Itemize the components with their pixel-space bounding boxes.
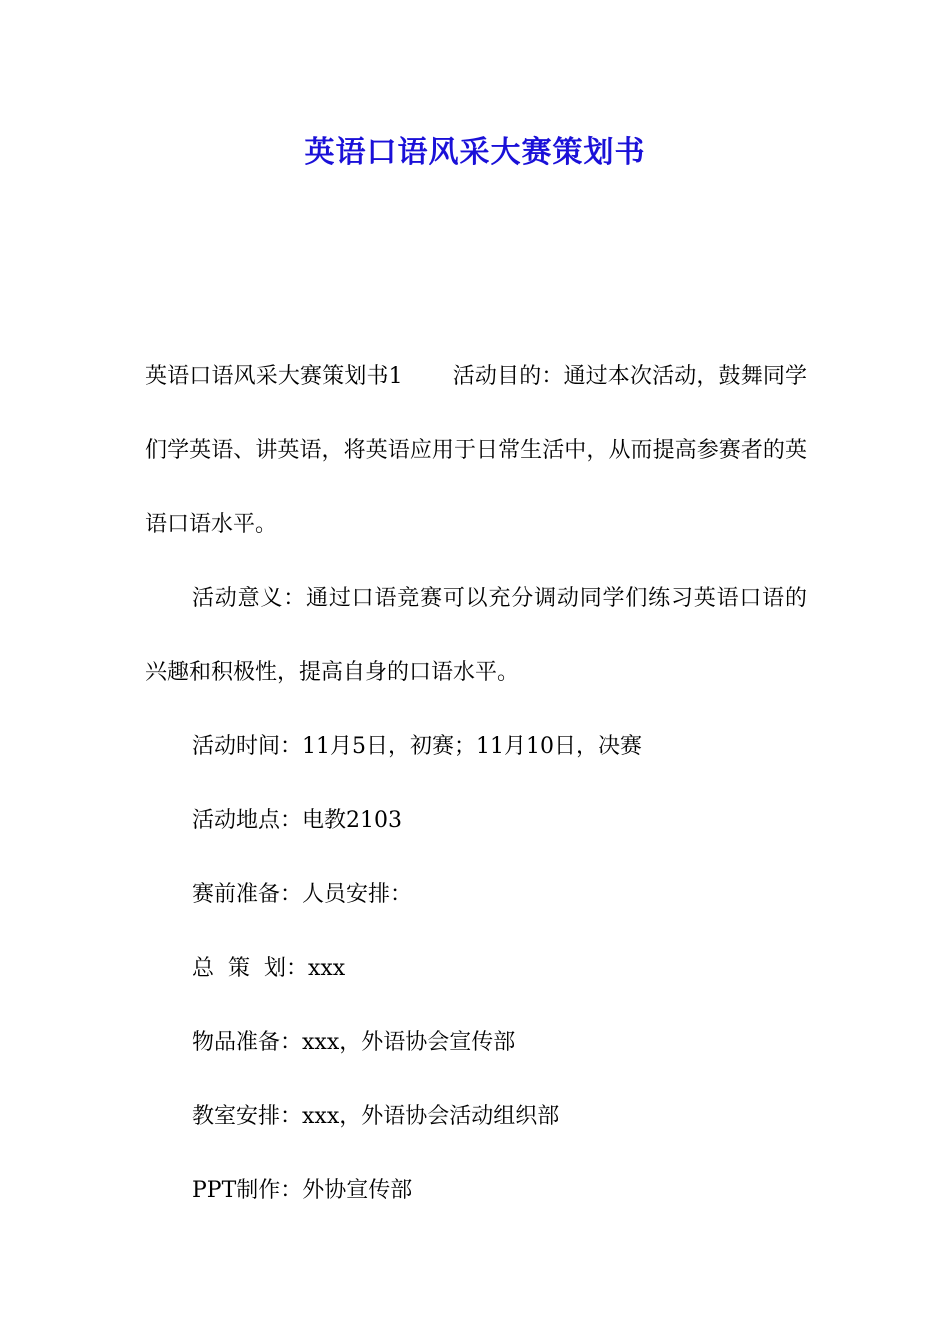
paragraph-purpose	[145, 340, 807, 562]
section-heading: 英语口语风采大赛策划书1	[145, 364, 403, 389]
paragraph-significance: 活动意义：通过口语竞赛可以充分调动同学们练习英语口语的兴趣和积极性，提高自身的口语水平。	[145, 586, 807, 685]
document-body	[145, 340, 807, 1228]
document-title: 英语口语风采大赛策划书	[304, 135, 646, 170]
paragraph-planner: 总 策 划：xxx	[192, 956, 346, 981]
paragraph-classroom: 教室安排：xxx，外语协会活动组织部	[192, 1104, 560, 1129]
paragraph-location: 活动地点：电教2103	[192, 808, 402, 833]
paragraph-time: 活动时间：11月5日，初赛；11月10日，决赛	[192, 734, 642, 759]
purpose-text: 活动目的：通过本次活动，鼓舞同学们学英语、讲英语，将英语应用于日常生活中，从而提高参赛者的英语口语水平。	[145, 364, 807, 537]
paragraph-preparation: 赛前准备：人员安排：	[192, 882, 413, 907]
paragraph-ppt: PPT制作：外协宣传部	[192, 1178, 413, 1203]
paragraph-materials: 物品准备：xxx，外语协会宣传部	[192, 1030, 516, 1055]
